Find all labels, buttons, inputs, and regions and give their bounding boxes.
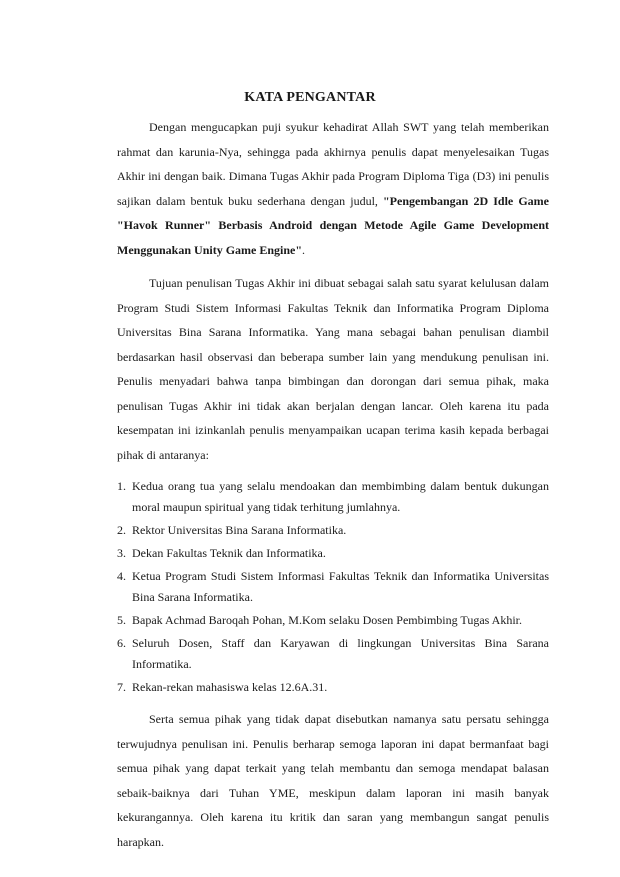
list-item-number: 4. [117, 569, 126, 583]
list-item [117, 633, 549, 675]
thesis-title: "Pengembangan 2D Idle Game "Havok Runner" Berbasis Android dengan Metode Agile Game Development Menggunakan Unity Game Engine" [117, 193, 549, 257]
list-item-number: 7. [117, 680, 126, 694]
list-item-number: 5. [117, 613, 126, 627]
list-item-number: 6. [117, 636, 126, 650]
list-item-text: Bapak Achmad Baroqah Pohan, M.Kom selaku Dosen Pembimbing Tugas Akhir. [132, 613, 522, 627]
list-item-number: 1. [117, 479, 126, 493]
page-title: KATA PENGANTAR [244, 90, 376, 105]
list-item-number: 2. [117, 523, 126, 537]
list-item-text: Ketua Program Studi Sistem Informasi Fakultas Teknik dan Informatika Universitas Bina Sarana Informatika. [132, 569, 549, 604]
list-item [117, 476, 549, 518]
list-item-text: Rekan-rekan mahasiswa kelas 12.6A.31. [132, 680, 328, 694]
list-item-text: Rektor Universitas Bina Sarana Informatika. [132, 523, 347, 537]
paragraph-intro [117, 115, 549, 262]
list-item-text: Kedua orang tua yang selalu mendoakan dan membimbing dalam bentuk dukungan moral maupun spiritual yang tidak terhitung jumlahnya. [132, 479, 549, 514]
thanks-list [117, 476, 549, 698]
list-item [117, 520, 549, 541]
list-item [117, 566, 549, 608]
list-item-number: 3. [117, 546, 126, 560]
paragraph-purpose: Tujuan penulisan Tugas Akhir ini dibuat sebagai salah satu syarat kelulusan dalam Program Studi Sistem Informasi Fakultas Teknik dan Informatika Program Diploma Universitas Bina Sarana Informatika. Yang mana sebagai bahan penulisan diambil berdasarkan hasil observasi dan beberapa sumber lain yang mendukung penulisan ini. Penulis menyadari bahwa tanpa bimbingan dan dorongan dari semua pihak, maka penulisan Tugas Akhir ini tidak akan berjalan dengan lancar. Oleh karena itu pada kesempatan ini izinkanlah penulis menyampaikan ucapan terima kasih kepada berbagai pihak di antaranya: [117, 276, 549, 462]
list-item-text: Seluruh Dosen, Staff dan Karyawan di lingkungan Universitas Bina Sarana Informatika. [132, 636, 549, 671]
paragraph-intro-end: . [302, 242, 306, 257]
document-body [117, 115, 549, 863]
list-item [117, 543, 549, 564]
list-item [117, 610, 549, 631]
list-item [117, 677, 549, 698]
paragraph-closing: Serta semua pihak yang tidak dapat disebutkan namanya satu persatu sehingga terwujudnya penulisan ini. Penulis berharap semoga laporan ini dapat bermanfaat bagi semua pihak yang dapat terkait yang telah membantu dan semoga mendapat balasan sebaik-baiknya dari Tuhan YME, meskipun dalam laporan ini masih banyak kekurangannya. Oleh karena itu kritik dan saran yang membangun sangat penulis harapkan. [117, 712, 549, 849]
paragraph-intro-text: Dengan mengucapkan puji syukur kehadirat Allah SWT yang telah memberikan rahmat dan karunia-Nya, sehingga pada akhirnya penulis dapat menyelesaikan Tugas Akhir ini dengan baik. Dimana Tugas Akhir pada Program Diploma Tiga (D3) ini penulis sajikan dalam bentuk buku sederhana dengan judul, [117, 120, 549, 208]
list-item-text: Dekan Fakultas Teknik dan Informatika. [132, 546, 326, 560]
